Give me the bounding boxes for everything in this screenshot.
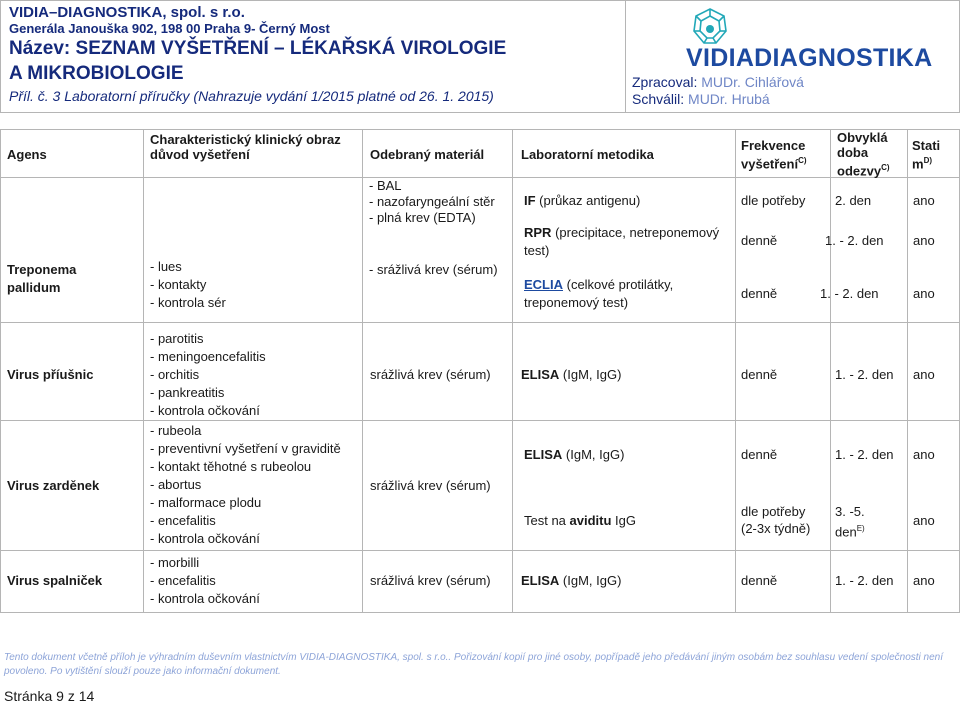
stat-value: ano [913, 573, 935, 588]
material-item: srážlivá krev (sérum) [370, 573, 491, 588]
agens-rubella: Virus zarděnek [7, 478, 100, 493]
frequency-label: Frekvence vyšetření [741, 138, 806, 172]
column-header-agens: Agens [7, 147, 47, 162]
company-name: VIDIA–DIAGNOSTIKA, spol. s r.o. [9, 4, 245, 21]
company-address: Generála Janouška 902, 198 00 Praha 9- Černý Most [9, 21, 330, 36]
approved-label: Schválil: [632, 91, 689, 107]
frequency-footnote: C) [798, 156, 807, 165]
clinical-item: - kontrola sér [150, 295, 226, 310]
clinical-item: - morbilli [150, 555, 200, 570]
clinical-item: - encefalitis [150, 573, 216, 588]
frequency-value: dle potřeby [741, 193, 806, 208]
prepared-label: Zpracoval: [632, 74, 702, 90]
agens-mumps: Virus příušnic [7, 367, 94, 382]
clinical-item: - kontrola očkování [150, 531, 260, 546]
clinical-item: - parotitis [150, 331, 204, 346]
method-if [524, 192, 640, 210]
response-value: 1. - 2. den [835, 447, 894, 462]
stat-value: ano [913, 367, 935, 382]
method-elisa [524, 446, 624, 464]
clinical-item: - kontrola očkování [150, 591, 260, 606]
response-detail [835, 520, 865, 541]
stat-label: Stati m [912, 138, 941, 172]
clinical-item: - preventivní vyšetření v graviditě [150, 441, 341, 456]
stat-value: ano [913, 193, 935, 208]
agens-treponema: Treponema pallidum [7, 262, 77, 295]
method-desc: (celkové protilátky, treponemový test) [524, 277, 674, 310]
document-title-line2: A MIKROBIOLOGIE [9, 63, 184, 84]
stat-value: ano [913, 286, 935, 301]
stat-value: ano [913, 513, 935, 528]
header-title-block [1, 1, 626, 112]
frequency-value: denně [741, 233, 778, 248]
material-item: - plná krev (EDTA) [369, 210, 476, 225]
response-footnote: C) [881, 163, 890, 172]
clinical-item: - kontakt těhotné s rubeolou [150, 459, 312, 474]
frequency-value: dle potřeby [741, 504, 806, 519]
method-abbr: ELISA [521, 573, 560, 588]
response-footnote: E) [856, 524, 865, 533]
method-abbr: ELISA [524, 447, 563, 462]
page-number: Stránka 9 z 14 [4, 688, 95, 704]
material-item: srážlivá krev (sérum) [370, 478, 491, 493]
clinical-item: - abortus [150, 477, 202, 492]
method-desc: (IgM, IgG) [562, 447, 625, 462]
prepared-name: MUDr. Cihlářová [701, 74, 804, 90]
method-abbr: IF [524, 193, 536, 208]
method-avidity [524, 512, 636, 530]
stat-value: ano [913, 447, 935, 462]
response-value: 1. - 2. den [825, 233, 884, 248]
stat-footnote: D) [923, 156, 933, 165]
method-desc: Test na [524, 513, 570, 528]
clinical-item: - lues [150, 259, 182, 274]
approved-by [632, 91, 770, 107]
method-abbr: ELISA [521, 367, 560, 382]
method-abbr: aviditu [569, 513, 612, 528]
column-header-stat [912, 138, 956, 171]
response-label: Obvyklá doba odezvy [837, 130, 888, 179]
material-item: - nazofaryngeální stěr [369, 194, 495, 209]
frequency-detail: (2-3x týdně) [741, 521, 811, 536]
clinical-item: - pankreatitis [150, 385, 225, 400]
clinical-item: - malformace plodu [150, 495, 262, 510]
frequency-value: denně [741, 573, 778, 588]
agens-measles: Virus spalniček [7, 573, 103, 588]
method-desc: (průkaz antigenu) [535, 193, 641, 208]
response-value: 1. - 2. den [835, 573, 894, 588]
document-title: Název: SEZNAM VYŠETŘENÍ – LÉKAŘSKÁ VIROLOGIE [9, 38, 507, 59]
method-desc: (precipitace, netreponemový test) [524, 225, 720, 258]
material-item: srážlivá krev (sérum) [370, 367, 491, 382]
response-value: 2. den [835, 193, 872, 208]
response-value: 3. -5. [835, 504, 865, 519]
frequency-value: denně [741, 286, 778, 301]
method-desc: IgG [611, 513, 637, 528]
clinical-item: - orchitis [150, 367, 200, 382]
approved-name: MUDr. Hrubá [688, 91, 770, 107]
stat-value: ano [913, 233, 935, 248]
method-abbr: RPR [524, 225, 552, 240]
response-value: 1. - 2. den [835, 367, 894, 382]
document-attachment-note: Příl. č. 3 Laboratorní příručky (Nahrazuje vydání 1/2015 platné od 26. 1. 2015) [9, 88, 494, 104]
column-header-response [837, 130, 903, 178]
method-desc: (IgM, IgG) [559, 573, 622, 588]
clinical-item: - meningoencefalitis [150, 349, 266, 364]
logo-wordmark: VIDIADIAGNOSTIKA [686, 44, 933, 72]
response-day: den [835, 524, 857, 540]
method-elisa [521, 572, 621, 590]
header-logo-block [626, 1, 960, 112]
material-item: - BAL [369, 178, 402, 193]
method-rpr [524, 224, 732, 260]
clinical-item: - encefalitis [150, 513, 216, 528]
method-abbr: ECLIA [524, 277, 563, 292]
clinical-item: - kontakty [150, 277, 207, 292]
examination-table [0, 129, 960, 613]
method-elisa [521, 366, 621, 384]
frequency-value: denně [741, 367, 778, 382]
document-header [0, 0, 960, 113]
method-desc: (IgM, IgG) [559, 367, 622, 382]
column-header-clinical: Charakteristický klinický obraz důvod vyšetření [150, 132, 341, 162]
clinical-item: - rubeola [150, 423, 202, 438]
column-header-material: Odebraný materiál [370, 147, 485, 162]
material-item: - srážlivá krev (sérum) [369, 262, 498, 277]
response-value: 1. - 2. den [820, 286, 879, 301]
column-header-frequency [741, 138, 827, 171]
prepared-by [632, 74, 804, 90]
frequency-value: denně [741, 447, 778, 462]
method-eclia [524, 276, 724, 312]
column-header-method: Laboratorní metodika [521, 147, 654, 162]
copyright-notice: Tento dokument včetně příloh je výhradním duševním vlastnictvím VIDIA-DIAGNOSTIKA, spol. s r.o.. Pořizování kopií pro jiné osoby, popřípadě jeho předávání jiným osobám bez souhlasu vedení společnosti není povoleno. Po vytištění slouží pouze jako informační dokument. [4, 652, 943, 677]
clinical-item: - kontrola očkování [150, 403, 260, 418]
